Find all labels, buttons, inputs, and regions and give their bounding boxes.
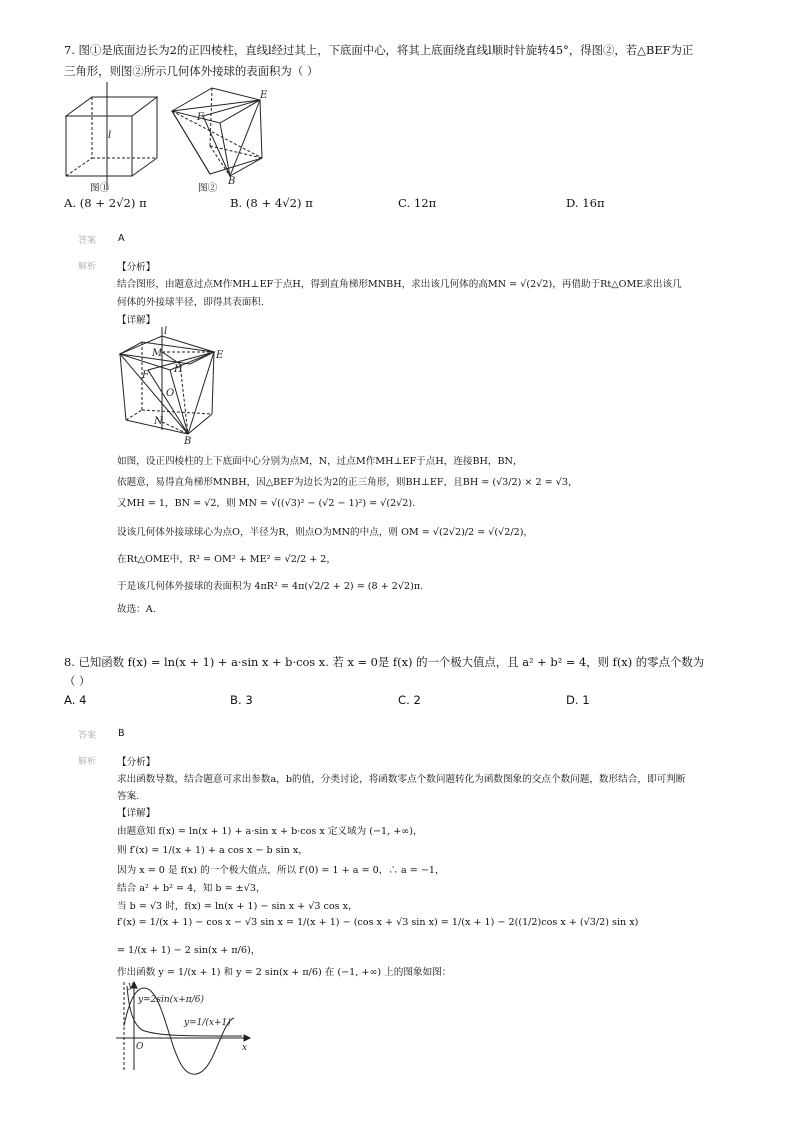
q7-detail-line-6: 于是该几何体外接球的表面积为 4πR² = 4π(√2/2 + 2) = (8 + 2√2)π. [117,581,424,592]
q7-fig3-label-l: l [164,326,168,337]
q7-detail-line-1: 如图，设正四棱柱的上下底面中心分别为点M，N，过点M作MH⊥EF于点H，连接BH，BN， [117,456,523,467]
q8-option-b[interactable]: B. 3 [230,693,253,707]
q8-graph-y-label: y [128,981,134,991]
q7-fig3-label-m: M [152,348,163,359]
q8-option-c[interactable]: C. 2 [398,693,421,707]
q7-detail-line-4: 设该几何体外接球球心为点O，半径为R，则点O为MN的中点，则 OM = √(2√2)/2 = √(√2/2)， [117,527,534,538]
q7-fig3-label-o: O [166,388,175,399]
q7-stem-line1: 7. 图①是底面边长为2的正四棱柱，直线l经过其上，下底面中心，将其上底面绕直线l顺时针旋转45°，得图②，若△BEF为正 [64,43,694,57]
q8-graph-x-label: x [242,1043,248,1053]
q8-option-d[interactable]: D. 1 [566,693,590,707]
q8-stem-line1: 8. 已知函数 f(x) = ln(x + 1) + a·sin x + b·cos x. 若 x = 0是 f(x) 的一个极大值点，且 a² + b² = 4，则 f(x) 的零点个数为 [64,655,705,669]
q7-fig1-label-l: l [108,130,112,141]
q7-stem-line2: 三角形，则图②所示几何体外接球的表面积为（ ） [64,64,319,78]
q8-analysis-line1: 求出函数导数，结合题意可求出参数a，b的值，分类讨论，将函数零点个数问题转化为函数图象的交点个数问题，数形结合，即可判断 [117,774,686,785]
q8-detail-line-1: 由题意知 f(x) = ln(x + 1) + a·sin x + b·cos x 定义域为 (−1, +∞)， [117,826,423,837]
q7-option-b[interactable]: B. (8 + 4√2) π [230,196,313,210]
q8-detail-line-5: 当 b = √3 时，f(x) = ln(x + 1) − sin x + √3 cos x， [117,901,358,912]
q8-analysis-tag: 解析 [78,757,97,767]
q7-fig3-label-f: F [142,370,149,381]
q8-detail-head: 【详解】 [117,808,156,819]
q8-option-a[interactable]: A. 4 [64,693,87,707]
q8-function-graph [112,980,252,1072]
q8-analysis-head: 【分析】 [117,757,156,768]
q7-detail-line-3: 又MH = 1，BN = √2，则 MN = √((√3)² − (√2 − 1)²) = √(2√2). [117,498,416,509]
q7-fig3-label-n: N [154,416,163,427]
q7-fig3-label-e: E [216,350,224,361]
q7-detail-head: 【详解】 [117,315,156,326]
q7-detail-line-5: 在Rt△OME中，R² = OM² + ME² = √2/2 + 2， [117,554,337,565]
q7-figure-2 [170,86,280,187]
q8-detail-line-4: 结合 a² + b² = 4，知 b = ±√3， [117,883,266,894]
q7-fig3-label-b: B [184,436,192,447]
q7-analysis-line1: 结合图形，由题意过点M作MH⊥EF于点H，得到直角梯形MNBH，求出该几何体的高MN = √(2√2)，再借助于Rt△OME求出该几 [117,279,682,290]
q8-answer-tag: 答案 [78,731,97,741]
q8-graph-sine-label: y=2sin(x+π/6) [138,995,204,1005]
q7-fig1-caption: 图① [90,183,110,194]
q8-detail-line-3: 因为 x = 0 是 f(x) 的一个极大值点，所以 f′(0) = 1 + a = 0，∴ a = −1， [117,865,445,876]
q7-fig2-caption: 图② [198,183,218,194]
q8-detail-line-7: = 1/(x + 1) − 2 sin(x + π/6)， [117,945,261,956]
q7-fig2-label-e: E [260,90,268,101]
q7-option-d[interactable]: D. 16π [566,196,605,210]
q8-analysis-line2: 答案. [117,791,140,802]
q7-figure-3 [112,322,232,446]
q7-figure-1 [62,80,172,192]
q7-detail-line-2: 依题意，易得直角梯形MNBH，因△BEF为边长为2的正三角形，则BH⊥EF，且BH = (√3/2) × 2 = √3， [117,477,578,488]
q7-fig2-label-f: F [197,112,204,123]
q7-option-c[interactable]: C. 12π [398,196,437,210]
q8-detail-line-6: f′(x) = 1/(x + 1) − cos x − √3 sin x = 1/(x + 1) − (cos x + √3 sin x) = 1/(x + 1) − 2((1/2)cos x + (√3/2) sin x) [117,917,639,928]
q8-stem-line2: （ ） [64,674,91,688]
q7-answer-value: A [118,233,125,244]
q7-analysis-line2: 何体的外接球半径，即得其表面积. [117,297,264,308]
q8-answer-value: B [118,728,125,739]
q8-detail-line-8: 作出函数 y = 1/(x + 1) 和 y = 2 sin(x + π/6) 在 (−1, +∞) 上的图象如图： [117,967,452,978]
q7-answer-tag: 答案 [78,236,97,246]
q8-graph-origin-label: O [136,1042,144,1052]
q7-analysis-tag: 解析 [78,262,97,272]
q7-fig2-label-b: B [228,176,236,187]
q8-detail-line-2: 则 f′(x) = 1/(x + 1) + a cos x − b sin x， [117,845,308,856]
q8-graph-reciprocal-label: y=1/(x+1) [184,1018,231,1028]
q7-analysis-head: 【分析】 [117,262,156,273]
q7-fig3-label-h: H [174,364,183,375]
q7-detail-line-7: 故选：A. [117,604,156,615]
q7-option-a[interactable]: A. (8 + 2√2) π [64,196,147,210]
